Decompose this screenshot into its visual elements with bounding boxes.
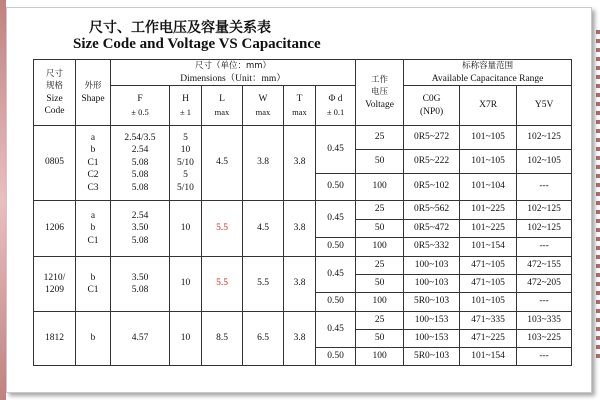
x7r-cell: 101~154 <box>460 238 517 257</box>
header-shape <box>76 60 111 126</box>
y5v-cell: --- <box>517 293 572 312</box>
f-value: 5.08 <box>131 170 149 181</box>
header-capacitance-range <box>404 60 572 86</box>
header-y5v-label: Y5V <box>534 99 554 110</box>
t-cell-1812: 3.8 <box>284 312 316 366</box>
header-size-cn: 尺寸 <box>45 68 63 79</box>
shape-cell-1206 <box>76 201 111 257</box>
header-c0g <box>404 86 460 126</box>
c0g-cell: 0R5~102 <box>404 174 460 201</box>
d-cell-0805-b: 0.50 <box>316 174 356 201</box>
x7r-cell: 101~225 <box>460 201 517 220</box>
header-l-tol: max <box>214 106 230 117</box>
header-f-tol: ± 0.5 <box>131 106 149 117</box>
voltage-cell: 25 <box>356 126 404 150</box>
header-size-code <box>34 60 76 126</box>
voltage-cell: 100 <box>356 348 404 366</box>
l-cell-0805: 4.5 <box>202 126 243 201</box>
d-cell-1206-b: 0.50 <box>316 238 356 257</box>
f-cell-1812: 4.57 <box>111 312 170 366</box>
voltage-cell: 50 <box>356 275 404 293</box>
f-value: 5.08 <box>131 285 149 295</box>
x7r-cell: 101~154 <box>460 348 517 366</box>
header-size-en: Size <box>46 93 63 104</box>
f-value: 3.50 <box>131 223 149 234</box>
shape-value: C1 <box>87 285 99 295</box>
f-value: 5.08 <box>131 235 149 246</box>
header-cap-cn: 标称容量范围 <box>462 61 514 71</box>
shape-value: a <box>90 132 96 143</box>
f-value: 2.54 <box>131 145 149 156</box>
t-cell-1206: 3.8 <box>284 201 316 257</box>
shape-value: b <box>90 145 96 156</box>
c0g-cell: 100~153 <box>404 330 460 348</box>
h-value: 5/10 <box>177 157 194 168</box>
d-cell-1210-b: 0.50 <box>316 293 356 312</box>
shape-cell-1812: b <box>76 312 111 366</box>
h-cell-0805 <box>170 126 202 201</box>
x7r-cell: 101~225 <box>460 220 517 238</box>
header-w-tol: max <box>255 106 271 117</box>
c0g-cell: 0R5~562 <box>404 201 460 220</box>
header-l-label: L <box>219 94 225 104</box>
h-value: 5/10 <box>177 182 194 193</box>
y5v-cell: 472~205 <box>517 275 572 293</box>
shape-cell-1210 <box>76 257 111 312</box>
h-cell-1812: 10 <box>170 312 202 366</box>
w-cell-1812: 6.5 <box>243 312 284 366</box>
c0g-cell: 5R0~103 <box>404 348 460 366</box>
y5v-cell: 472~155 <box>517 257 572 275</box>
title-english: Size Code and Voltage VS Capacitance <box>73 36 321 52</box>
header-l <box>202 86 243 126</box>
header-np0-label: (NP0) <box>419 106 444 117</box>
c0g-cell: 0R5~272 <box>404 126 460 150</box>
header-volt-cn: 工作 <box>371 74 389 85</box>
w-cell-0805: 3.8 <box>243 126 284 201</box>
c0g-cell: 0R5~222 <box>404 150 460 174</box>
header-volt-cn2: 电压 <box>371 87 389 98</box>
header-w <box>243 86 284 126</box>
header-cap-en: Available Capacitance Range <box>431 73 544 84</box>
f-value: 3.50 <box>131 272 149 283</box>
size-cell-1812: 1812 <box>34 312 76 366</box>
header-d-tol: ± 0.1 <box>326 106 345 117</box>
f-value: 5.08 <box>131 182 149 193</box>
voltage-cell: 25 <box>356 312 404 330</box>
voltage-cell: 50 <box>356 150 404 174</box>
header-shape-en: Shape <box>81 93 105 104</box>
y5v-cell: 102~125 <box>517 201 572 220</box>
f-value: 2.54 <box>131 210 149 221</box>
shape-cell-0805 <box>76 126 111 201</box>
f-value: 2.54/3.5 <box>124 132 156 143</box>
voltage-cell: 100 <box>356 238 404 257</box>
h-cell-1210: 10 <box>170 257 202 312</box>
x7r-cell: 101~105 <box>460 150 517 174</box>
c0g-cell: 0R5~332 <box>404 238 460 257</box>
title-chinese: 尺寸、工作电压及容量关系表 <box>89 20 271 36</box>
shape-value: a <box>90 210 96 221</box>
t-cell-0805: 3.8 <box>284 126 316 201</box>
size-value: 1210/ <box>43 272 66 283</box>
h-value: 5 <box>183 132 188 143</box>
w-cell-1206: 4.5 <box>243 201 284 257</box>
voltage-cell: 50 <box>356 330 404 348</box>
l-cell-1206: 5.5 <box>202 201 243 257</box>
header-size-en2: Code <box>44 106 65 116</box>
h-cell-1206: 10 <box>170 201 202 257</box>
y5v-cell: 102~125 <box>517 126 572 150</box>
header-t <box>284 86 316 126</box>
d-cell-1206-a: 0.45 <box>316 201 356 238</box>
header-t-label: T <box>296 94 303 104</box>
h-value: 5 <box>183 170 188 181</box>
shape-value: C3 <box>87 182 99 193</box>
x7r-cell: 471~225 <box>460 330 517 348</box>
header-x7r <box>460 86 517 126</box>
d-cell-1210-a: 0.45 <box>316 257 356 293</box>
voltage-cell: 50 <box>356 220 404 238</box>
l-cell-1812: 8.5 <box>202 312 243 366</box>
x7r-cell: 471~105 <box>460 257 517 275</box>
size-value: 1209 <box>45 285 64 295</box>
header-h <box>170 86 202 126</box>
c0g-cell: 100~103 <box>404 275 460 293</box>
y5v-cell: 103~225 <box>517 330 572 348</box>
y5v-cell: 102~105 <box>517 150 572 174</box>
f-cell-1206 <box>111 201 170 257</box>
x7r-cell: 471~335 <box>460 312 517 330</box>
l-cell-1210: 5.5 <box>202 257 243 312</box>
shape-value: C2 <box>87 170 99 181</box>
shape-value: C1 <box>87 157 99 168</box>
header-dimensions <box>111 60 356 86</box>
header-dims-cn: 尺寸（单位：mm） <box>195 61 272 71</box>
x7r-cell: 101~105 <box>460 293 517 312</box>
size-cell-1210 <box>34 257 76 312</box>
header-c0g-label: C0G <box>422 94 441 104</box>
voltage-cell: 25 <box>356 257 404 275</box>
header-t-tol: max <box>292 106 307 117</box>
y5v-cell: 103~335 <box>517 312 572 330</box>
header-h-label: H <box>182 94 189 104</box>
voltage-cell: 25 <box>356 201 404 220</box>
shape-value: C1 <box>87 235 99 246</box>
header-w-label: W <box>258 94 268 104</box>
header-voltage <box>356 60 404 126</box>
header-x7r-label: X7R <box>479 99 498 110</box>
f-cell-1210 <box>111 257 170 312</box>
y5v-cell: --- <box>517 238 572 257</box>
w-cell-1210: 5.5 <box>243 257 284 312</box>
f-value: 5.08 <box>131 157 149 168</box>
f-cell-0805 <box>111 126 170 201</box>
d-cell-1812-b: 0.50 <box>316 348 356 366</box>
right-border-strip <box>596 30 600 360</box>
header-dims-en: Dimensions（Unit：mm） <box>180 73 286 84</box>
voltage-cell: 100 <box>356 293 404 312</box>
c0g-cell: 0R5~472 <box>404 220 460 238</box>
c0g-cell: 100~103 <box>404 257 460 275</box>
y5v-cell: --- <box>517 348 572 366</box>
shape-value: b <box>90 272 96 283</box>
header-volt-en: Voltage <box>365 99 394 110</box>
h-value: 10 <box>180 145 191 156</box>
size-cell-1206: 1206 <box>34 201 76 257</box>
header-h-tol: ± 1 <box>179 106 192 117</box>
header-f <box>111 86 170 126</box>
header-size-cn2: 规格 <box>45 81 63 91</box>
header-f-label: F <box>137 94 143 104</box>
d-cell-1812-a: 0.45 <box>316 312 356 348</box>
d-cell-0805-a: 0.45 <box>316 126 356 174</box>
size-voltage-capacitance-table <box>33 59 572 366</box>
header-y5v <box>517 86 572 126</box>
x7r-cell: 101~104 <box>460 174 517 201</box>
t-cell-1210: 3.8 <box>284 257 316 312</box>
y5v-cell: 102~125 <box>517 220 572 238</box>
size-cell-0805: 0805 <box>34 126 76 201</box>
shape-value: b <box>90 223 96 234</box>
voltage-cell: 100 <box>356 174 404 201</box>
c0g-cell: 100~153 <box>404 312 460 330</box>
x7r-cell: 471~105 <box>460 275 517 293</box>
y5v-cell: --- <box>517 174 572 201</box>
header-d-label: Φ d <box>328 94 343 104</box>
header-d <box>316 86 356 126</box>
x7r-cell: 101~105 <box>460 126 517 150</box>
c0g-cell: 5R0~103 <box>404 293 460 312</box>
header-shape-cn: 外形 <box>84 81 102 91</box>
